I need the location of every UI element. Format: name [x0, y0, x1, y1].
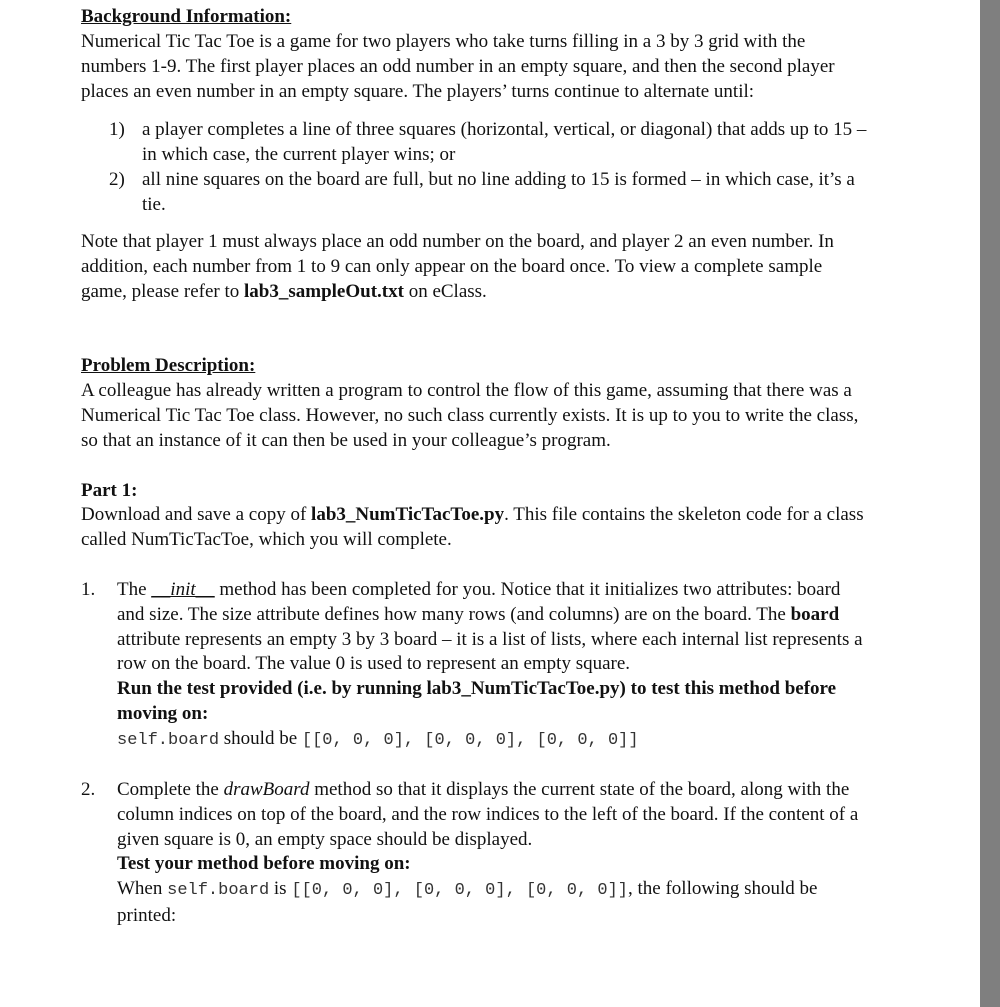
- step-2-expected: When self.board is [[0, 0, 0], [0, 0, 0], [0, 0, 0]], the following should be printed:: [117, 878, 818, 926]
- step-1-test-instruction: Run the test provided (i.e. by running lab3_NumTicTacToe.py) to test this method before moving on:: [117, 678, 837, 724]
- document-page: Background Information: Numerical Tic Tac Toe is a game for two players who take turns filling in a 3 by 3 grid with the numbers 1-9. The first player places an odd number in an empty square, and then the second player places an even number in an empty square. The players’ turns continue to alternate until: 1) a player completes a line of three squares (horizontal, vertical, or diagonal) that adds up to 15 – in which case, the current player wins; or 2) all nine squares on the board are full, but no line adding to 15 is formed – in which case, it’s a tie. Note that player 1 must always place an odd number on the board, and player 2 an even number. In addition, each number from 1 to 9 can only appear on the board once. To view a complete sample game, please refer to lab3_sampleOut.txt on eClass. Problem Description: A colleague has already written a program to control the flow of this game, assuming that there was a Numerical Tic Tac Toe class. However, no such class currently exists. It is up to you to write the class, so that an instance of it can then be used in your colleague’s program. Part 1: Download and save a copy of lab3_NumTicTacToe.py. This file contains the skeleton code for a class called NumTicTacToe, which you will complete. 1. The __init__ method has been completed for you. Notice that it initializes two attributes: board and size. The size attribute defines how many rows (and columns) are on the board. The board attribute represents an empty 3 by 3 board – it is a list of lists, where each internal list represents a row on the board. The value 0 is used to represent an empty square. Run the test provided (i.e. by running lab3_NumTicTacToe.py) to test this method before moving on: self.board should be [[0, 0, 0], [0, 0, 0], [0, 0, 0]] 2. Complete the drawBoard method so that it displays the current state of the board, along with the column indices on top of the board, and the row indices to the left of the board. If the content of a given square is 0, an empty space should be displayed. Test your method before moving on: When self.board is [[0, 0, 0], [0, 0, 0], [0, 0, 0]], the following should be printed:: [0, 0, 980, 1007]
- step-1-expected: self.board should be [[0, 0, 0], [0, 0, 0], [0, 0, 0]]: [117, 727, 639, 750]
- part1-intro: Download and save a copy of lab3_NumTicTacToe.py. This file contains the skeleton code for a class called NumTicTacToe, which you will complete.: [81, 504, 864, 550]
- part1-heading: Part 1:: [81, 480, 138, 501]
- init-method-name: __init__: [151, 579, 215, 600]
- background-note: Note that player 1 must always place an odd number on the board, and player 2 an even number. In addition, each number from 1 to 9 can only appear on the board once. To view a complete sample game, please refer to lab3_sampleOut.txt on eClass.: [81, 231, 834, 302]
- problem-heading: Problem Description:: [81, 355, 256, 376]
- skeleton-file-name: lab3_NumTicTacToe.py: [311, 504, 505, 525]
- problem-text: A colleague has already written a program to control the flow of this game, assuming that there was a Numerical Tic Tac Toe class. However, no such class currently exists. It is up to you to write the class, so that an instance of it can then be used in your colleague’s program.: [81, 380, 859, 451]
- step-2-test-instruction: Test your method before moving on:: [117, 853, 411, 875]
- background-intro: Numerical Tic Tac Toe is a game for two players who take turns filling in a 3 by 3 grid with the numbers 1-9. The first player places an odd number in an empty square, and then the second player places an even number in an empty square. The players’ turns continue to alternate until:: [81, 31, 835, 102]
- board-attribute: board: [790, 603, 840, 625]
- sample-file-name: lab3_sampleOut.txt: [244, 280, 404, 302]
- scrollbar[interactable]: [980, 0, 1000, 1007]
- drawboard-method-name: drawBoard: [223, 779, 310, 800]
- background-heading: Background Information:: [81, 6, 292, 27]
